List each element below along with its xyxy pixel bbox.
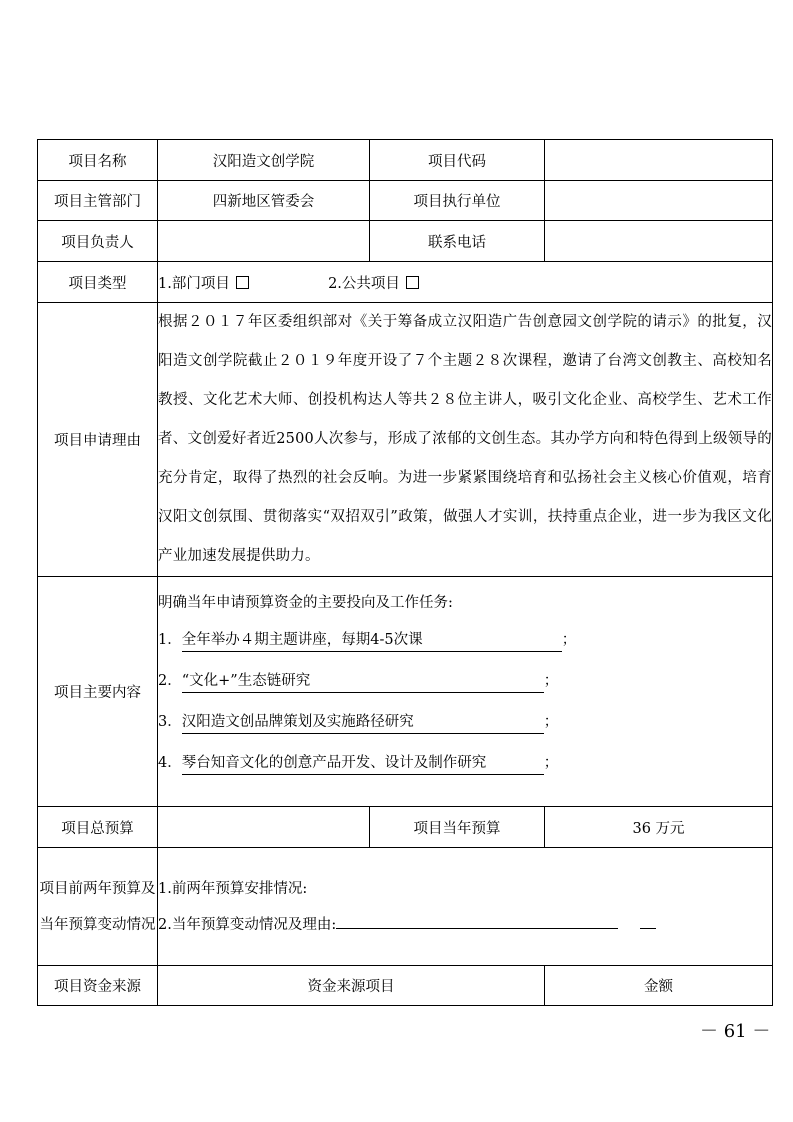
total-budget-value [158,807,370,848]
change-reason-line [158,907,772,943]
row-main-content [38,577,773,807]
item-end: ； [561,632,577,648]
item-text: 汉阳造文创品牌策划及实施路径研究 [182,711,544,734]
funding-amount-header: 金额 [545,966,773,1006]
department-label: 项目主管部门 [38,181,158,221]
funding-source-label: 项目资金来源 [38,966,158,1006]
content-item [158,669,772,710]
project-code-value [545,140,773,181]
row-budget-change [38,848,773,966]
reason-label: 项目申请理由 [38,303,158,577]
reason-text: 根据２０１７年区委组织部对《关于筹备成立汉阳造广告创意园文创学院的请示》的批复，汉阳造文创学院截止２０１９年度开设了７个主题２８次课程，邀请了台湾文创教主、高校知名教授、文化艺术大师、创投机构达人等共２８位主讲人，吸引文化企业、高校学生、艺术工作者、文创爱好者近2500人次参与，形成了浓郁的文创生态。其办学方向和特色得到上级领导的充分肯定，取得了热烈的社会反响。为进一步紧紧围绕培育和弘扬社会主义核心价值观，培育汉阳文创氛围、贯彻落实“双招双引”政策，做强人才实训，扶持重点企业，进一步为我区文化产业加速发展提供助力。 [158,303,773,577]
item-text: “文化+”生态链研究 [182,670,544,693]
page-number: － 61 － [700,1021,771,1042]
budget-change-cell [158,848,773,966]
type-option-public: 2.公共项目 [328,275,400,292]
item-number: 3． [158,714,182,730]
change-reason-blank-2 [640,912,656,929]
content-item [158,628,772,669]
change-reason-blank [336,912,618,929]
row-funding-source [38,966,773,1006]
item-number: 1． [158,632,182,648]
row-department [38,181,773,221]
row-leader [38,221,773,262]
project-name-label: 项目名称 [38,140,158,181]
item-number: 4． [158,755,182,771]
item-end: ； [543,755,559,771]
executing-unit-value [545,181,773,221]
year-budget-value: 36 万元 [545,807,773,848]
checkbox-public[interactable] [406,276,419,289]
content-item [158,710,772,751]
item-text: 全年举办４期主题讲座，每期4-5次课 [182,629,562,652]
row-reason [38,303,773,577]
main-content-cell [158,577,773,807]
main-content-label: 项目主要内容 [38,577,158,807]
item-end: ； [543,714,559,730]
row-project-type [38,262,773,303]
funding-source-item-header: 资金来源项目 [158,966,545,1006]
phone-label: 联系电话 [370,221,545,262]
project-type-label: 项目类型 [38,262,158,303]
checkbox-department[interactable] [236,276,249,289]
total-budget-label: 项目总预算 [38,807,158,848]
leader-value [158,221,370,262]
prev-budget-line: 1.前两年预算安排情况: [158,880,308,897]
change-reason-label: 2.当年预算变动情况及理由: [158,916,337,933]
project-form-table [37,139,773,1006]
item-number: 2． [158,673,182,689]
row-project-name [38,140,773,181]
phone-value [545,221,773,262]
type-option-department: 1.部门项目 [158,275,230,292]
item-text: 琴台知音文化的创意产品开发、设计及制作研究 [182,752,544,775]
budget-change-label: 项目前两年预算及当年预算变动情况 [38,848,158,966]
year-budget-label: 项目当年预算 [370,807,545,848]
project-type-options [158,262,773,303]
row-budget [38,807,773,848]
project-code-label: 项目代码 [370,140,545,181]
leader-label: 项目负责人 [38,221,158,262]
content-item [158,751,772,792]
content-intro: 明确当年申请预算资金的主要投向及工作任务: [158,595,453,611]
department-value: 四新地区管委会 [158,181,370,221]
executing-unit-label: 项目执行单位 [370,181,545,221]
project-name-value: 汉阳造文创学院 [158,140,370,181]
item-end: ； [543,673,559,689]
